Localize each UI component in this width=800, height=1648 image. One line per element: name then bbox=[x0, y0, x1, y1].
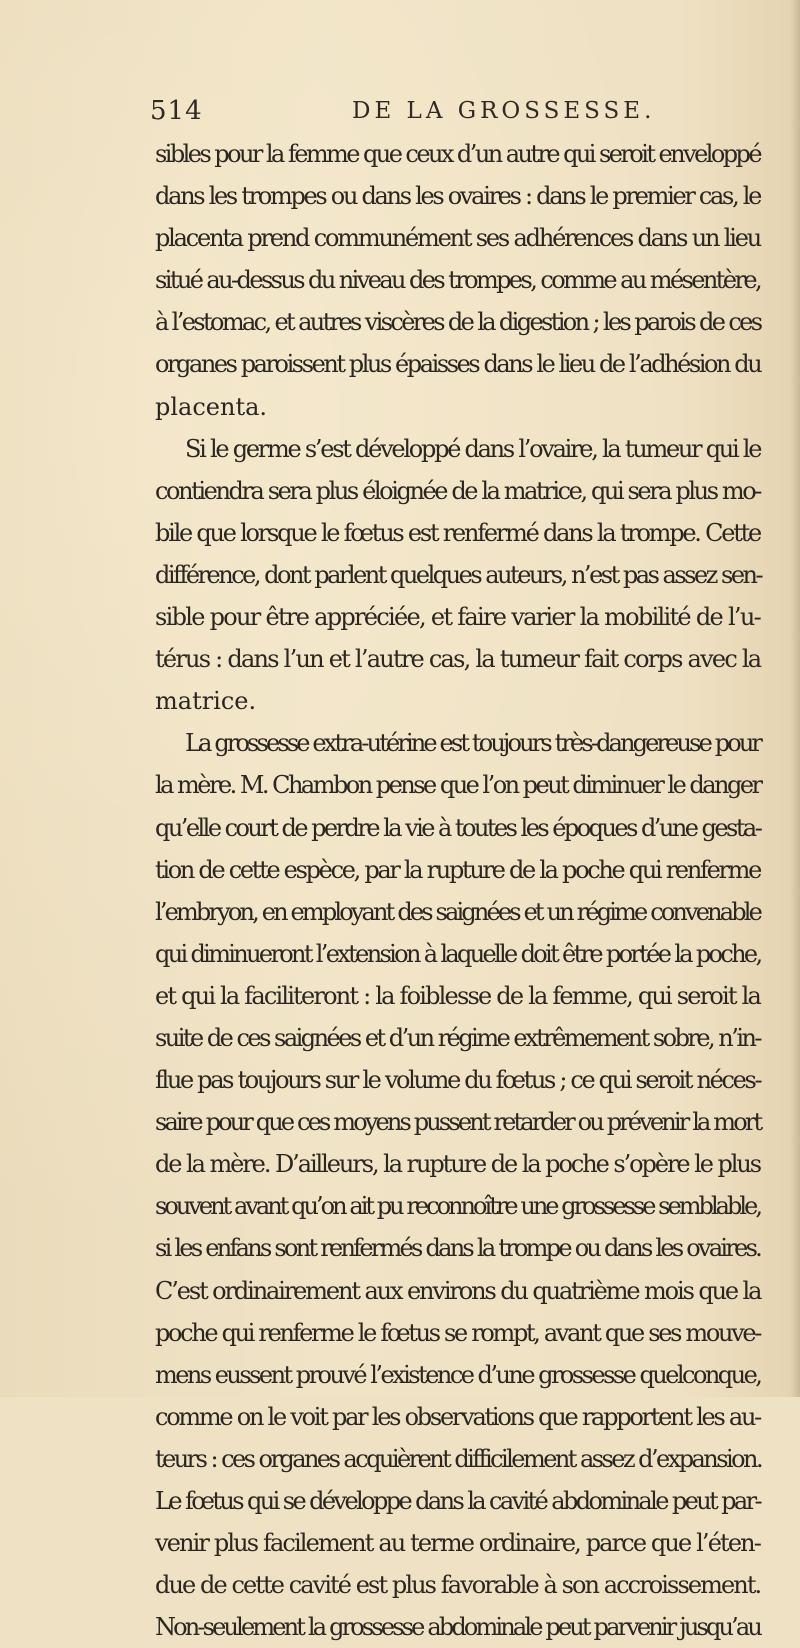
text-line: de la mère. D’ailleurs, la rupture de la poche s’opère le plus bbox=[155, 1150, 760, 1179]
text-line: souvent avant qu’on ait pu reconnoître une grossesse semblable, bbox=[155, 1192, 760, 1221]
text-line: organes paroissent plus épaisses dans le lieu de l’adhésion du bbox=[155, 350, 761, 379]
text-line: Non-seulement la grossesse abdominale peut parvenir jusqu’au bbox=[155, 1613, 760, 1642]
text-line: suite de ces saignées et d’un régime extrêmement sobre, n’in- bbox=[155, 1023, 760, 1052]
text-line: la mère. M. Chambon pense que l’on peut diminuer le danger bbox=[155, 771, 761, 800]
text-line: sibles pour la femme que ceux d’un autre qui seroit enveloppé bbox=[155, 140, 760, 168]
text-line: qui diminueront l’extension à laquelle doit être portée la poche, bbox=[155, 939, 761, 968]
text-line: qu’elle court de perdre la vie à toutes les époques d’une gesta- bbox=[155, 813, 761, 842]
text-line: due de cette cavité est plus favorable à son accroissement. bbox=[155, 1571, 761, 1600]
text-line: tion de cette espèce, par la rupture de la poche qui renferme bbox=[155, 855, 761, 884]
text-line: flue pas toujours sur le volume du fœtus ; ce qui seroit néces- bbox=[155, 1066, 761, 1095]
page-edge-shadow bbox=[790, 0, 800, 1397]
page-number: 514 bbox=[150, 96, 203, 126]
text-line: placenta. bbox=[155, 392, 268, 421]
page-header bbox=[150, 96, 720, 130]
text-line: comme on le voit par les observations que rapportent les au- bbox=[155, 1402, 761, 1431]
text-line: situé au-dessus du niveau des trompes, comme au mésentère, bbox=[155, 266, 760, 295]
text-line: Le fœtus qui se développe dans la cavité abdominale peut par- bbox=[155, 1487, 760, 1515]
text-line: dans les trompes ou dans les ovaires : dans le premier cas, le bbox=[155, 182, 761, 211]
text-line: Si le germe s’est développé dans l’ovaire, la tumeur qui le bbox=[185, 434, 761, 463]
text-line: différence, dont parlent quelques auteurs, n’est pas assez sen- bbox=[155, 560, 762, 589]
text-line: teurs : ces organes acquièrent difficilement assez d’expansion. bbox=[155, 1444, 762, 1473]
text-line: C’est ordinairement aux environs du quatrième mois que la bbox=[155, 1276, 761, 1305]
text-line: contiendra sera plus éloignée de la matrice, qui sera plus mo- bbox=[155, 476, 760, 505]
text-line: bile que lorsque le fœtus est renfermé dans la trompe. Cette bbox=[155, 518, 760, 547]
text-line: venir plus facilement au terme ordinaire, parce que l’éten- bbox=[155, 1529, 760, 1558]
text-line: mens eussent prouvé l’existence d’une grossesse quelconque, bbox=[155, 1360, 761, 1389]
text-line: matrice. bbox=[155, 687, 257, 716]
text-line: térus : dans l’un et l’autre cas, la tumeur fait corps avec la bbox=[155, 645, 761, 674]
text-line: poche qui renferme le fœtus se rompt, avant que ses mouve- bbox=[155, 1318, 760, 1347]
running-title: DE LA GROSSESSE. bbox=[352, 98, 656, 124]
body-text bbox=[155, 133, 760, 1648]
text-line: saire pour que ces moyens pussent retarder ou prévenir la mort bbox=[155, 1108, 761, 1137]
text-line: si les enfans sont renfermés dans la trompe ou dans les ovaires. bbox=[155, 1234, 761, 1263]
text-line: à l’estomac, et autres viscères de la digestion ; les parois de ces bbox=[155, 308, 761, 337]
text-line: et qui la faciliteront : la foiblesse de la femme, qui seroit la bbox=[155, 981, 760, 1010]
text-line: placenta prend communément ses adhérences dans un lieu bbox=[155, 224, 760, 253]
text-line: La grossesse extra-utérine est toujours très-dangereuse pour bbox=[185, 729, 761, 758]
text-line: l’embryon, en employant des saignées et un régime convenable bbox=[155, 897, 760, 926]
text-line: sible pour être appréciée, et faire varier la mobilité de l’u- bbox=[155, 603, 760, 632]
